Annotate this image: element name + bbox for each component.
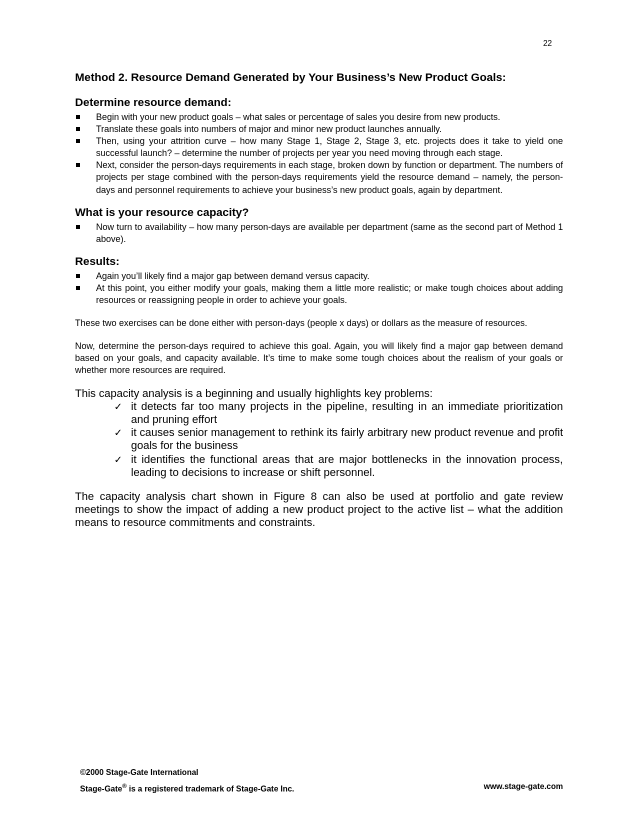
paragraph-exercises: These two exercises can be done either with person-days (people x days) or dollars as the measure of resources. [75, 318, 528, 329]
footer-website-link[interactable]: www.stage-gate.com [483, 782, 563, 791]
list-item: Then, using your attrition curve – how many Stage 1, Stage 2, Stage 3, etc. projects does it take to yield one successful launch? – determine the number of projects per year you need moving through each stage. [75, 135, 563, 159]
square-bullet-icon [76, 115, 80, 119]
analysis-list [75, 401, 563, 480]
checkmark-icon: ✓ [114, 454, 123, 466]
closing-paragraph: The capacity analysis chart shown in Figure 8 can also be used at portfolio and gate review meetings to show the impact of adding a new product project to the active list – what the addition means to resource commitments and constraints. [75, 490, 563, 530]
list-item: Begin with your new product goals – what sales or percentage of sales you desire from new products. [75, 111, 563, 123]
list-item: At this point, you either modify your goals, making them a little more realistic; or make tough choices about adding resources or reassigning people in order to achieve your goals. [75, 282, 563, 306]
demand-list [75, 111, 563, 196]
footer-copyright [80, 766, 294, 797]
capacity-heading: What is your resource capacity? [75, 206, 249, 219]
demand-heading: Determine resource demand: [75, 97, 232, 109]
list-item: ✓ it detects far too many projects in the pipeline, resulting in an immediate prioritization and pruning effort [114, 400, 563, 426]
page-number: 22 [543, 39, 552, 48]
trademark-line: Stage-Gate® is a registered trademark of Stage-Gate Inc. [80, 784, 295, 794]
copyright-line: ©2000 Stage-Gate International [80, 768, 199, 777]
results-list [75, 270, 563, 306]
list-item: Next, consider the person-days requirements in each stage, broken down by function or department. The numbers of projects per stage combined with the person-days requirements yield the resource demand – namely, the person-days and personnel requirements to achieve your business’s new product goals, again by department. [75, 159, 563, 195]
page-content [75, 72, 563, 531]
square-bullet-icon [76, 286, 80, 290]
list-item: Again you’ll likely find a major gap between demand versus capacity. [75, 270, 563, 282]
analysis-intro: This capacity analysis is a beginning and usually highlights key problems: [75, 387, 433, 400]
list-item: Now turn to availability – how many person-days are available per department (same as the second part of Method 1 above). [75, 221, 563, 245]
paragraph-person-days: Now, determine the person-days required to achieve this goal. Again, you will likely find a major gap between demand based on your goals, and capacity available. It’s time to make some tough choices about the realism of your goals or whether more resources are required. [75, 341, 563, 376]
list-item: ✓ it causes senior management to rethink its fairly arbitrary new product revenue and profit goals for the business [114, 427, 563, 453]
square-bullet-icon [76, 225, 80, 229]
list-item: ✓ it identifies the functional areas that are major bottlenecks in the innovation process, leading to decisions to increase or shift personnel. [114, 453, 563, 479]
checkmark-icon: ✓ [114, 401, 123, 413]
square-bullet-icon [76, 163, 80, 167]
list-item: Translate these goals into numbers of major and minor new product launches annually. [75, 123, 563, 135]
checkmark-icon: ✓ [114, 428, 123, 440]
results-heading: Results: [75, 255, 120, 268]
square-bullet-icon [76, 274, 80, 278]
method-title: Method 2. Resource Demand Generated by Your Business’s New Product Goals: [75, 72, 507, 84]
capacity-list [75, 221, 563, 245]
square-bullet-icon [76, 139, 80, 143]
square-bullet-icon [76, 127, 80, 131]
registered-mark: ® [122, 784, 127, 790]
